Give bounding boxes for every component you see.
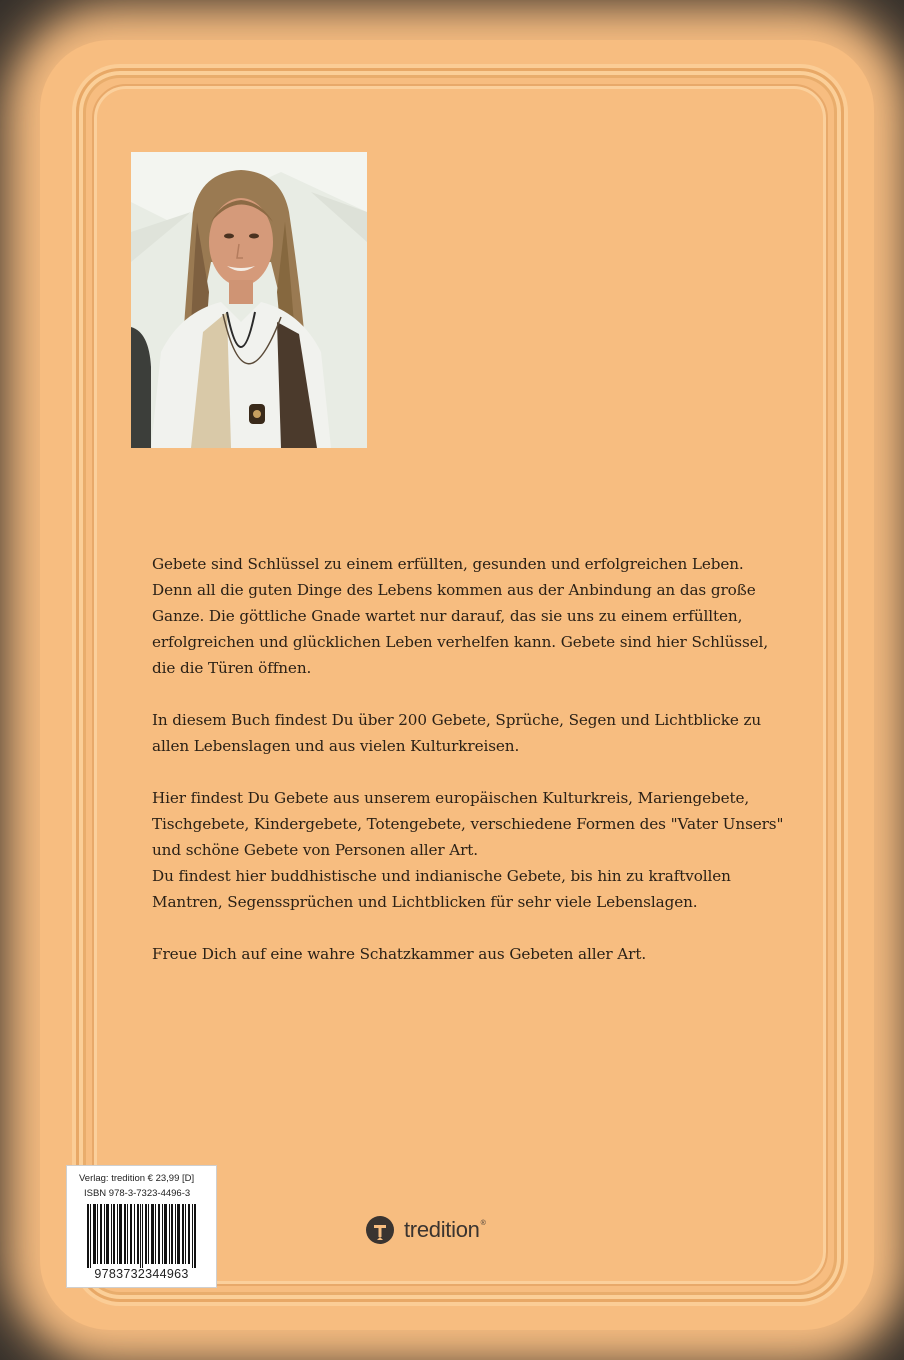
back-cover-blurb — [152, 551, 792, 993]
author-photo — [131, 152, 367, 448]
blurb-paragraph: Gebete sind Schlüssel zu einem erfüllten, gesunden und erfolgreichen Leben. Denn all die guten Dinge des Lebens kommen aus der Anbindung an das große Ganze. Die göttliche Gnade wartet nur darauf, das sie uns zu einem erfüllten, erfolgreichen und glücklichen Leben verhelfen kann. Gebete sind hier Schlüssel, die die Türen öffnen. — [152, 555, 769, 677]
publisher-price-line: Verlag: tredition € 23,99 [D] — [79, 1173, 195, 1184]
tredition-logo-icon — [366, 1216, 394, 1244]
blurb-paragraph: Du findest hier buddhistische und indianische Gebete, bis hin zu kraftvollen Mantren, Segenssprüchen und Lichtblicken für sehr viele Lebenslagen. — [152, 867, 731, 911]
ean-number: 9783732344963 — [94, 1267, 189, 1281]
isbn-barcode-label — [66, 1165, 217, 1288]
publisher-logo — [366, 1214, 485, 1246]
blurb-paragraph: Hier findest Du Gebete aus unserem europäischen Kulturkreis, Mariengebete, Tischgebete, Kindergebete, Totengebete, verschiedene Formen des "Vater Unsers" und schöne Gebete von Personen aller Art. — [152, 789, 784, 859]
isbn-line: ISBN 978-3-7323-4496-3 — [84, 1188, 191, 1199]
blurb-paragraph: In diesem Buch findest Du über 200 Gebete, Sprüche, Segen und Lichtblicke zu allen Lebenslagen und aus vielen Kulturkreisen. — [152, 711, 762, 755]
barcode-bars — [87, 1204, 197, 1268]
publisher-name: tredition® — [404, 1217, 486, 1242]
trademark-symbol: ® — [480, 1220, 486, 1227]
blurb-paragraph: Freue Dich auf eine wahre Schatzkammer aus Gebeten aller Art. — [152, 945, 647, 963]
